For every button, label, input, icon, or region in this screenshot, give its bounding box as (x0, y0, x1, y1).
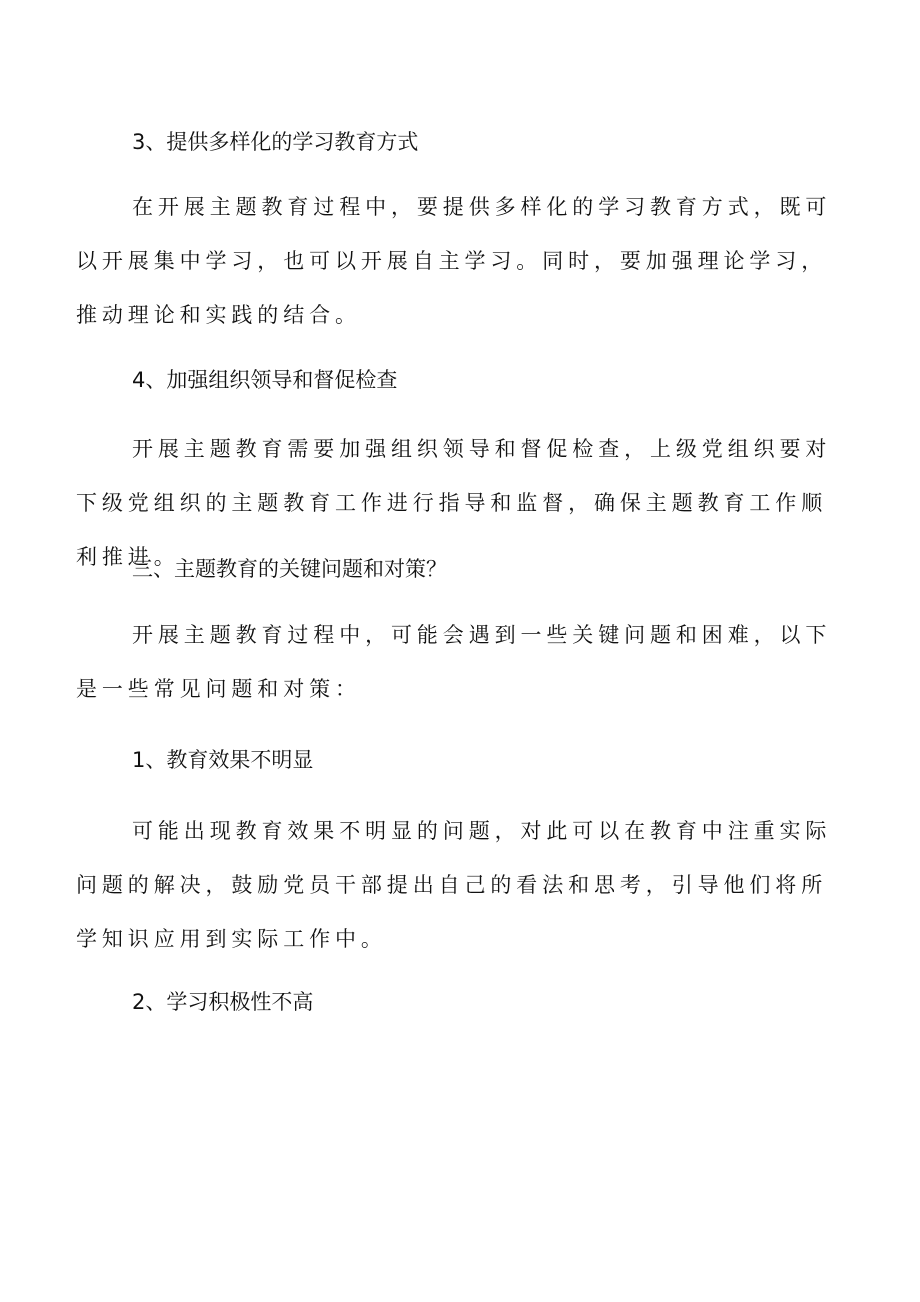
section-heading-provide-diverse-learning: 3、提供多样化的学习教育方式 (132, 130, 419, 154)
section-heading-low-enthusiasm: 2、学习积极性不高 (132, 990, 314, 1014)
section-paragraph-provide-diverse-learning: 在开展主题教育过程中，要提供多样化的学习教育方式，既可以开展集中学习，也可以开展自主学习。同时，要加强理论学习，推动理论和实践的结合。 (76, 195, 832, 327)
section-heading-strengthen-leadership: 4、加强组织领导和督促检查 (132, 368, 398, 392)
section-paragraph-key-problems: 开展主题教育过程中，可能会遇到一些关键问题和困难，以下是一些常见问题和对策： (76, 623, 832, 701)
section-heading-weak-effect: 1、教育效果不明显 (132, 748, 314, 772)
section-paragraph-weak-effect: 可能出现教育效果不明显的问题，对此可以在教育中注重实际问题的解决，鼓励党员干部提出自己的看法和思考，引导他们将所学知识应用到实际工作中。 (76, 819, 832, 951)
section-paragraph-strengthen-leadership: 开展主题教育需要加强组织领导和督促检查，上级党组织要对下级党组织的主题教育工作进行指导和监督，确保主题教育工作顺利推进。 (76, 437, 832, 569)
section-heading-key-problems: 三、主题教育的关键问题和对策？ (132, 557, 447, 581)
